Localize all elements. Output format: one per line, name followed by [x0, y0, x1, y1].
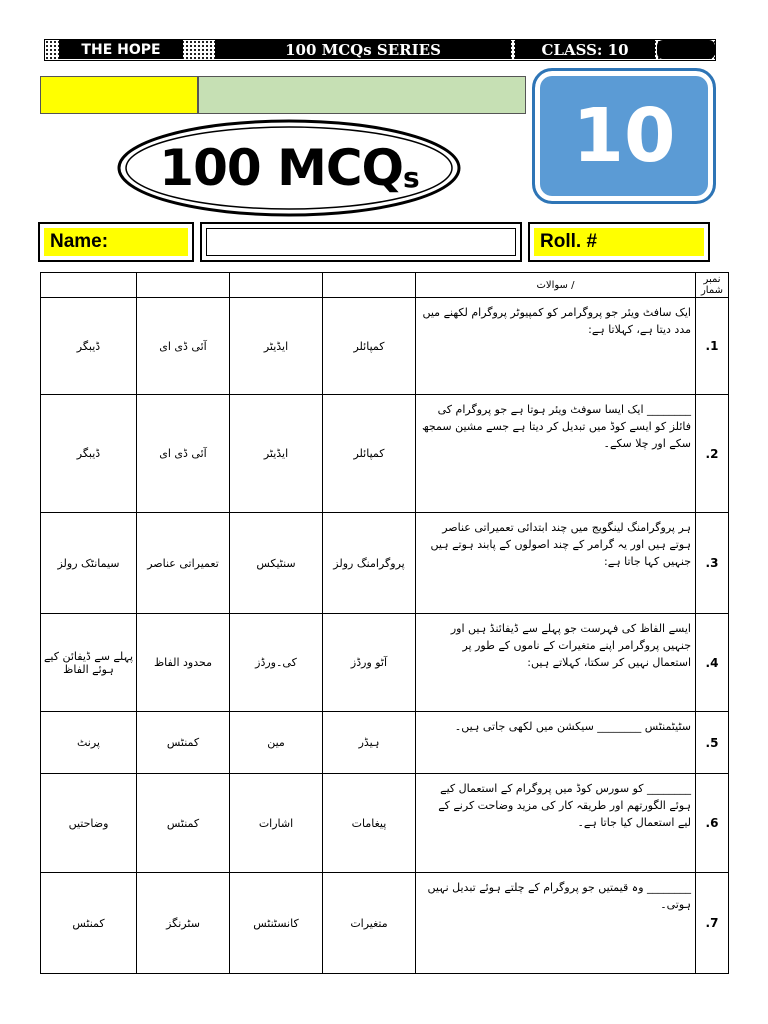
- table-row: [41, 614, 729, 712]
- green-field: [198, 76, 526, 114]
- table-row: [41, 298, 729, 395]
- question-text: سٹیٹمنٹس ________ سیکشن میں لکھی جاتی ہیں۔: [416, 712, 696, 774]
- option-2[interactable]: کانسٹنٹس: [230, 873, 323, 974]
- name-label: Name:: [44, 228, 188, 256]
- option-4[interactable]: کمنٹس: [41, 873, 137, 974]
- class-label: CLASS: 10: [515, 40, 655, 59]
- option-1[interactable]: متغیرات: [323, 873, 416, 974]
- brand-label: THE HOPE: [59, 40, 183, 59]
- question-text: ایسے الفاظ کی فہرست جو پہلے سے ڈیفائنڈ ہیں اور جنہیں پروگرامر اپنے متغیرات کے ناموں کے طور پر استعمال نہیں کر سکتا، کہلاتے ہیں:: [416, 614, 696, 712]
- question-text: ________ ایک ایسا سوفٹ ویئر ہوتا ہے جو پروگرام کی فائلز کو ایسے کوڈ میں تبدیل کر دیتا ہے جسے مشین سمجھ سکے اور چلا سکے۔: [416, 395, 696, 513]
- option-1[interactable]: ہیڈر: [323, 712, 416, 774]
- option-4[interactable]: پہلے سے ڈیفائن کیے ہوئے الفاظ: [41, 614, 137, 712]
- question-number: .7: [696, 873, 729, 974]
- class-number-badge: 10: [532, 68, 716, 204]
- header-option-4: [41, 273, 137, 298]
- question-number: .5: [696, 712, 729, 774]
- header-question: سوالات /: [416, 273, 696, 298]
- header-option-3: [137, 273, 230, 298]
- question-text: ________ کو سورس کوڈ میں پروگرام کے استعمال کیے ہوئے الگورتھم اور طریقہ کار کی مزید وضاحت کرنے کے لیے استعمال کیا جاتا ہے۔: [416, 774, 696, 873]
- header-option-1: [323, 273, 416, 298]
- header-banner: [44, 39, 716, 61]
- header-option-2: [230, 273, 323, 298]
- table-header-row: [41, 273, 729, 298]
- option-3[interactable]: کمنٹس: [137, 774, 230, 873]
- roll-label: Roll. #: [534, 228, 704, 256]
- logo-main: 100 MCQ: [159, 139, 404, 197]
- question-text: ہر پروگرامنگ لینگویج میں چند ابتدائی تعمیراتی عناصر ہوتے ہیں اور یہ گرامر کے چند اصولوں کے پابند ہوتے ہیں جنہیں کہا جاتا ہے:: [416, 513, 696, 614]
- banner-end-cap: [657, 40, 715, 59]
- option-3[interactable]: محدود الفاظ: [137, 614, 230, 712]
- option-2[interactable]: کی۔ورڈز: [230, 614, 323, 712]
- table-row: [41, 774, 729, 873]
- logo-suffix: s: [403, 160, 419, 194]
- option-4[interactable]: سیمانٹک رولز: [41, 513, 137, 614]
- name-input-area[interactable]: [206, 228, 516, 256]
- question-number: .3: [696, 513, 729, 614]
- option-1[interactable]: کمپائلر: [323, 395, 416, 513]
- question-text: ________ وہ قیمتیں جو پروگرام کے چلتے ہوئے تبدیل نہیں ہوتی۔: [416, 873, 696, 974]
- option-4[interactable]: ڈیبگر: [41, 395, 137, 513]
- option-2[interactable]: مین: [230, 712, 323, 774]
- header-number: نمبر شمار: [696, 273, 729, 298]
- option-3[interactable]: سٹرنگز: [137, 873, 230, 974]
- table-row: [41, 395, 729, 513]
- option-1[interactable]: کمپائلر: [323, 298, 416, 395]
- table-row: [41, 712, 729, 774]
- roll-field: [528, 222, 710, 262]
- option-4[interactable]: ڈیبگر: [41, 298, 137, 395]
- question-number: .2: [696, 395, 729, 513]
- question-number: .6: [696, 774, 729, 873]
- mcq-table: [40, 272, 729, 974]
- question-number: .4: [696, 614, 729, 712]
- option-1[interactable]: پیغامات: [323, 774, 416, 873]
- option-2[interactable]: سنٹیکس: [230, 513, 323, 614]
- logo-text: [116, 118, 462, 218]
- option-3[interactable]: آئی ڈی ای: [137, 395, 230, 513]
- table-row: [41, 873, 729, 974]
- question-text: ایک سافٹ ویئر جو پروگرامر کو کمپیوٹر پروگرام لکھنے میں مدد دیتا ہے، کہلاتا ہے:: [416, 298, 696, 395]
- question-number: .1: [696, 298, 729, 395]
- option-3[interactable]: کمنٹس: [137, 712, 230, 774]
- table-row: [41, 513, 729, 614]
- option-3[interactable]: تعمیراتی عناصر: [137, 513, 230, 614]
- mcq-logo: [116, 118, 462, 218]
- option-3[interactable]: آئی ڈی ای: [137, 298, 230, 395]
- option-4[interactable]: پرنٹ: [41, 712, 137, 774]
- option-2[interactable]: ایڈیٹر: [230, 395, 323, 513]
- series-label: 100 MCQs SERIES: [215, 40, 511, 59]
- option-1[interactable]: آٹو ورڈز: [323, 614, 416, 712]
- option-2[interactable]: ایڈیٹر: [230, 298, 323, 395]
- name-field: [38, 222, 194, 262]
- option-4[interactable]: وضاحتیں: [41, 774, 137, 873]
- yellow-field: [40, 76, 198, 114]
- option-2[interactable]: اشارات: [230, 774, 323, 873]
- name-input-box[interactable]: [200, 222, 522, 262]
- option-1[interactable]: پروگرامنگ رولز: [323, 513, 416, 614]
